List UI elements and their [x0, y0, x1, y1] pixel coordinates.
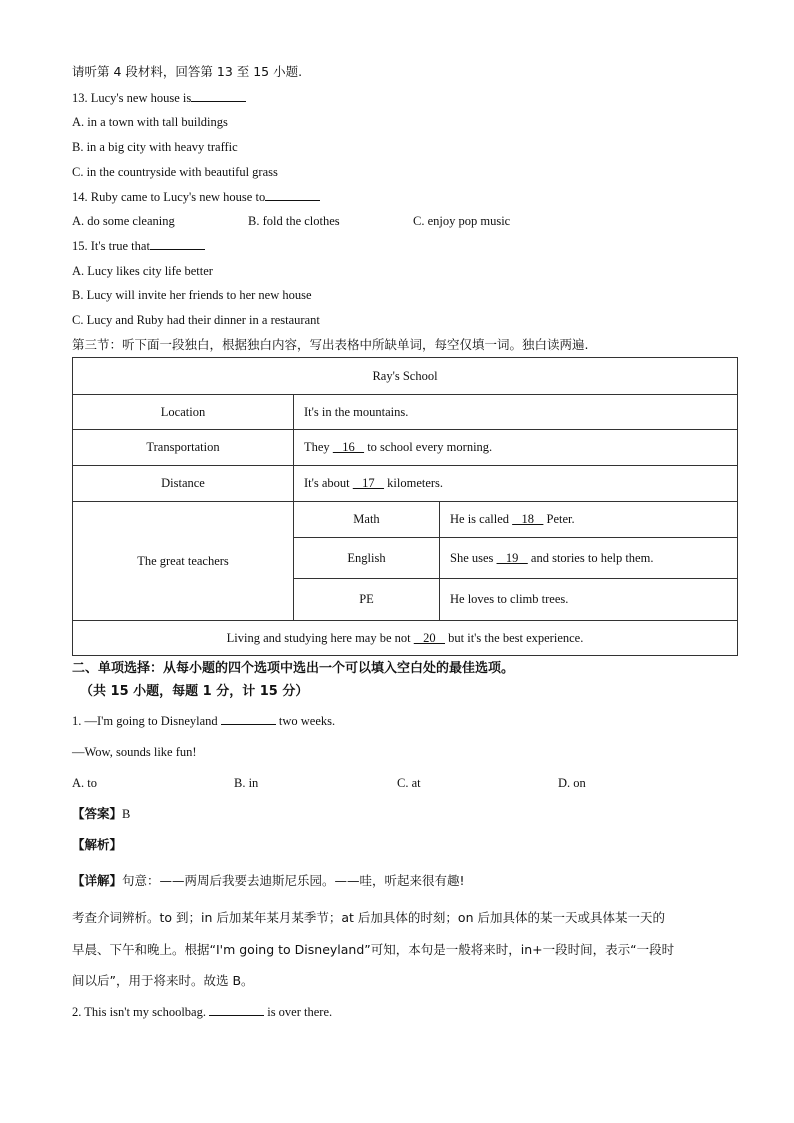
- q2-stem-post: is over there.: [264, 1005, 333, 1019]
- math-label: Math: [294, 502, 440, 538]
- q15-blank: [150, 238, 205, 250]
- q13-stem: 13. Lucy's new house is: [72, 91, 192, 105]
- explanation-line-1: 考查介词辨析。to 到；in 后加某年某月某季节；at 后加具体的时刻；on 后加具体的某一天或具体某一天的: [72, 910, 665, 925]
- detail-text: 句意：——两周后我要去迪斯尼乐园。——哇，听起来很有趣!: [122, 873, 465, 888]
- answer-label: 【答案】: [72, 806, 123, 821]
- blank-16: 16: [332, 440, 365, 454]
- distance-post: kilometers.: [384, 476, 444, 490]
- q1-option-a: A. to: [72, 776, 97, 790]
- transport-value: [294, 430, 738, 466]
- english-pre: She uses: [450, 550, 497, 565]
- q15-stem: 15. It's true that: [72, 239, 150, 253]
- location-value: It's in the mountains.: [294, 395, 738, 430]
- table-title: Ray's School: [73, 358, 738, 395]
- transport-pre: They: [304, 440, 333, 454]
- pe-value: He loves to climb trees.: [440, 579, 738, 621]
- blank-20: 20: [413, 630, 446, 645]
- math-pre: He is called: [450, 512, 513, 526]
- q13-blank: [191, 90, 246, 102]
- teachers-label: The great teachers: [73, 502, 294, 621]
- explanation-line-2: 早晨、下午和晚上。根据“I'm going to Disneyland”可知，本句是一般将来时，in+一段时间，表示“一段时: [72, 942, 675, 957]
- q13-option-a: A. in a town with tall buildings: [72, 115, 228, 129]
- question-14: [72, 189, 320, 205]
- english-label: English: [294, 538, 440, 579]
- footer-post: but it's the best experience.: [445, 630, 584, 645]
- q1-option-d: D. on: [558, 776, 586, 790]
- blank-18: 18: [512, 512, 544, 526]
- q1-response: —Wow, sounds like fun!: [72, 745, 197, 759]
- footer-pre: Living and studying here may be not: [226, 630, 414, 645]
- q14-option-b: B. fold the clothes: [248, 214, 340, 228]
- question-1: [72, 713, 335, 729]
- q1-stem-pre: 1. —I'm going to Disneyland: [72, 714, 221, 728]
- q14-option-a: A. do some cleaning: [72, 214, 175, 228]
- detail-line: [72, 873, 465, 889]
- location-label: Location: [73, 395, 294, 430]
- q15-option-b: B. Lucy will invite her friends to her new house: [72, 288, 312, 302]
- distance-label: Distance: [73, 466, 294, 502]
- transport-post: to school every morning.: [364, 440, 493, 454]
- part2-subheading: （共 15 小题，每题 1 分，计 15 分）: [80, 684, 309, 699]
- transport-label: Transportation: [73, 430, 294, 466]
- answer-value: B: [122, 807, 131, 821]
- q14-blank: [265, 189, 320, 201]
- table-footer: [73, 621, 738, 656]
- detail-label: 【详解】: [72, 873, 123, 888]
- distance-pre: It's about: [304, 476, 353, 490]
- q14-stem: 14. Ruby came to Lucy's new house to: [72, 190, 266, 204]
- analysis-label: 【解析】: [72, 837, 123, 852]
- q2-stem-pre: 2. This isn't my schoolbag.: [72, 1005, 210, 1019]
- q1-option-c: C. at: [397, 776, 421, 790]
- q1-blank: [221, 713, 276, 725]
- section3-intro: 第三节：听下面一段独白，根据独白内容，写出表格中所缺单词，每空仅填一词。独白读两遍.: [72, 337, 589, 352]
- english-post: and stories to help them.: [527, 550, 654, 565]
- explanation-line-3: 间以后”，用于将来时。故选 B。: [72, 973, 254, 988]
- q2-blank: [209, 1004, 264, 1016]
- question-15: [72, 238, 205, 254]
- rays-school-table: [72, 357, 738, 656]
- q13-option-b: B. in a big city with heavy traffic: [72, 140, 238, 154]
- q1-stem-post: two weeks.: [275, 714, 336, 728]
- pe-label: PE: [294, 579, 440, 621]
- math-value: [440, 502, 738, 538]
- answer-line: [72, 806, 130, 822]
- question-13: [72, 90, 246, 106]
- blank-19: 19: [496, 550, 528, 565]
- blank-17: 17: [352, 476, 385, 490]
- q13-option-c: C. in the countryside with beautiful grass: [72, 165, 278, 179]
- english-value: [440, 538, 738, 579]
- q14-option-c: C. enjoy pop music: [413, 214, 511, 228]
- question-2: [72, 1004, 332, 1020]
- part2-heading: 二、单项选择：从每小题的四个选项中选出一个可以填入空白处的最佳选项。: [72, 661, 515, 676]
- section4-intro: 请听第 4 段材料，回答第 13 至 15 小题.: [72, 64, 303, 79]
- math-post: Peter.: [543, 512, 575, 526]
- distance-value: [294, 466, 738, 502]
- q15-option-c: C. Lucy and Ruby had their dinner in a restaurant: [72, 313, 320, 327]
- q15-option-a: A. Lucy likes city life better: [72, 264, 213, 278]
- q1-option-b: B. in: [234, 776, 259, 790]
